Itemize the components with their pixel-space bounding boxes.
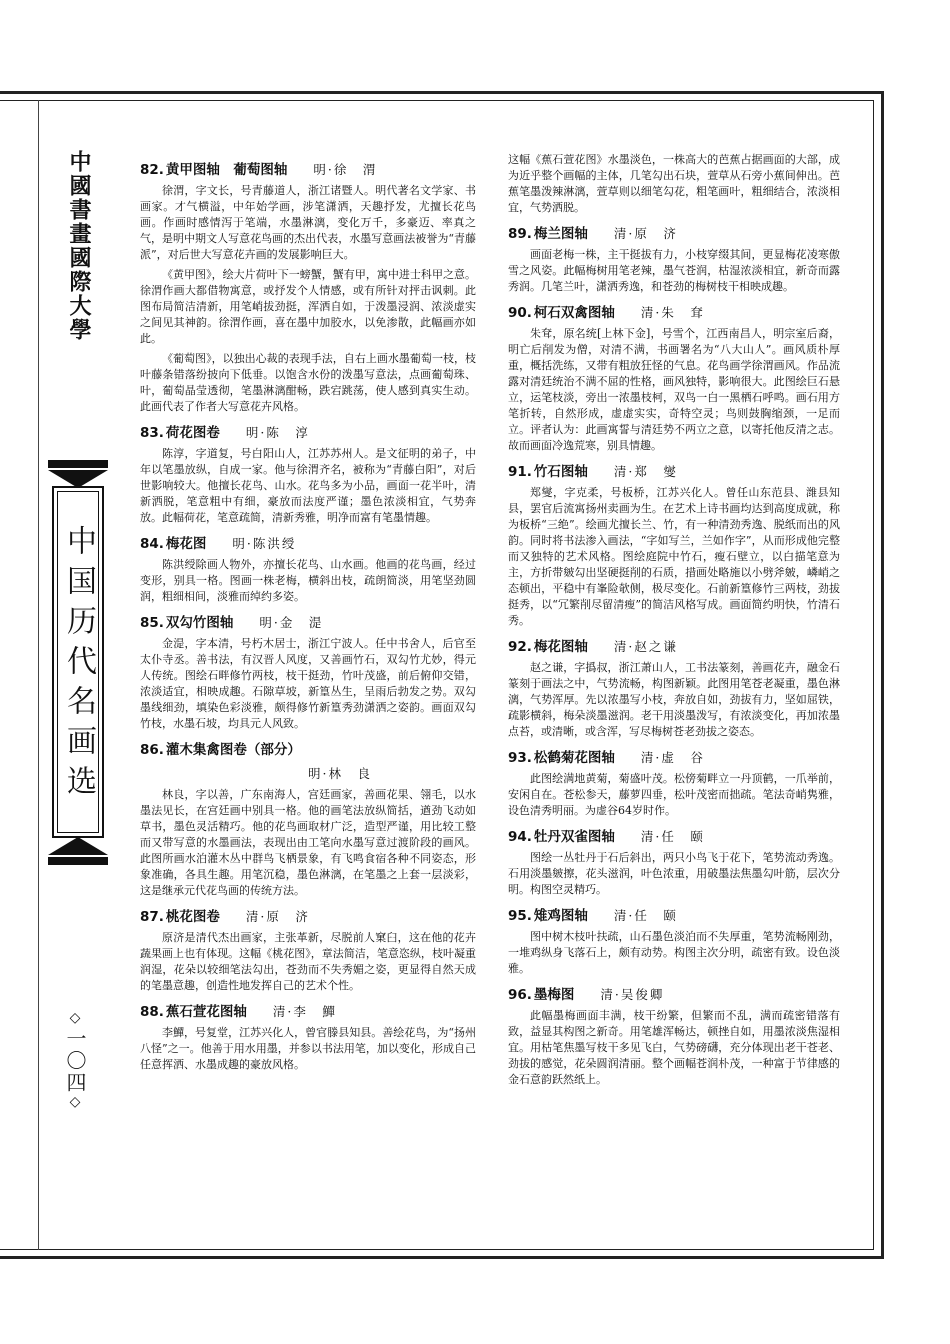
entry-author: 明·陈 淳 <box>245 425 310 440</box>
entry-title: 梅兰图轴 <box>533 226 588 242</box>
page-number-block <box>60 1010 90 1112</box>
left-margin-rule <box>38 100 39 1250</box>
diamond-icon: ◇ <box>67 1094 83 1112</box>
entry-author: 清·原 济 <box>245 909 310 924</box>
entry-heading <box>140 158 476 178</box>
entry-author: 清·任 颐 <box>640 829 705 844</box>
entry-paragraph: 林良，字以善，广东南海人，宫廷画家，善画花果、翎毛，以水墨法见长，在宫廷画中别具一格。他的画笔法放纵简括，遒劲飞动如草书，墨色灵活精巧。他的花鸟画取材广泛，造型严谨，用比较工整而又带写意的水墨画法，表现出由工笔向水墨写意过渡阶段的画风。此图所画水泊灌木丛中群鸟飞栖景象，有飞鸣食宿各种不同姿态，形象准确，各具生趣。用笔沉稳，墨色淋漓，在笔墨之上套一层淡彩，这是继承元代花鸟画的传统方法。 <box>140 788 476 897</box>
entry-author: 清·朱 耷 <box>640 305 705 320</box>
entry-paragraph: 陈洪绶除画人物外，亦擅长花鸟、山水画。他画的花鸟画，经过变形，别具一格。图画一株老梅，横斜出枝，疏朗简淡，用笔坚劲圆润，粗细相间，淡雅而绰约多姿。 <box>140 558 476 603</box>
entry-heading <box>508 825 840 845</box>
entry-title: 墨梅图 <box>533 987 575 1003</box>
entry-number: 89. <box>508 226 532 242</box>
entry-title: 双勾竹图轴 <box>165 615 234 631</box>
diamond-icon: ◇ <box>67 1010 83 1028</box>
entry-paragraph: 原济是清代杰出画家，主张革新，尽脱前人窠臼，这在他的花卉蔬果画上也有体现。这幅《桃花图》，章法简洁，笔意恣纵，枝叶凝重润湿，花朵以较细笔法勾出，苍劲而不失秀媚之姿，更显得自然天成的笔墨意趣，创造性地发挥自己的艺术个性。 <box>140 931 476 992</box>
entry-title: 灌木集禽图卷（部分） <box>165 742 301 758</box>
emblem-cap-top <box>48 460 108 468</box>
entry-author: 明·陈洪绶 <box>232 536 297 551</box>
entry-number: 86. <box>140 742 164 758</box>
entry-title: 梅花图 <box>165 536 207 552</box>
entry-number: 91. <box>508 464 532 480</box>
entry-paragraph: 徐渭，字文长，号青藤道人，浙江诸暨人。明代著名文学家、书画家。才气横溢，中年始学画，涉笔潇洒，天趣抒发，尤擅长花鸟画。作画时感情泻于笔端，水墨淋漓，变化万千，多豪迈、率真之气，是明中期文人写意花鸟画的杰出代表，水墨写意画法被誉为“青藤派”，对后世大写意花卉画的发展影响巨大。 <box>140 184 476 261</box>
entry-title: 桃花图卷 <box>165 909 220 925</box>
book-title: 中国历代名画选 <box>61 525 96 805</box>
entry-paragraph: 陈淳，字道复，号白阳山人，江苏苏州人。是文征明的弟子，中年以笔墨放纵，自成一家。他与徐渭齐名，被称为“青藤白阳”，对后世影响较大。他擅长花鸟、山水。花鸟多为小品，画面一花半叶，清新洒脱，笔意粗中有细，豪放而法度严谨；墨色浓淡相宜，气势奔放。此幅荷花，笔意疏简，清新秀雅，明净而富有笔墨情趣。 <box>140 447 476 524</box>
left-column <box>140 152 476 1077</box>
entry-heading <box>140 738 476 782</box>
book-title-emblem <box>48 460 108 865</box>
entry-heading <box>508 460 840 480</box>
entry-number: 93. <box>508 750 532 766</box>
entry-heading <box>140 1000 476 1020</box>
entry-heading <box>140 532 476 552</box>
entry-paragraph: 图绘一丛牡丹于石后斜出，两只小鸟飞于花下，笔势流动秀逸。石用淡墨皴擦，花头滋润，叶色浓重，用破墨法焦墨勾叶筋，层次分明。构图空灵精巧。 <box>508 851 840 896</box>
emblem-cap-bottom <box>48 857 108 865</box>
entry-heading <box>140 905 476 925</box>
entry-heading <box>140 611 476 631</box>
entry-number: 84. <box>140 536 164 552</box>
entry-author: 明·林 良 <box>308 766 372 781</box>
entry-paragraph: 金湜，字本清，号朽木居士，浙江宁波人。任中书舍人，后官至太仆寺丞。善书法，有汉晋人风度，又善画竹石，双勾竹尤妙，得元人传统。图绘石畔修竹两枝，枝干挺劲，竹叶茂盛，前后俯仰交错，浓淡适宜，相映成趣。石隙草坡，新篁丛生，呈雨后勃发之势。双勾墨线细劲，填染色彩淡雅，颇得修竹新篁秀劲潇洒之姿韵。画面双勾竹枝，水墨石坡，均具元人风致。 <box>140 637 476 730</box>
entry-paragraph: 画面老梅一株，主干挺拔有力，小枝穿缀其间，更显梅花凌寒傲雪之风姿。此幅梅树用笔老辣，墨气苍润，枯湿浓淡相宜，新奇而露秀润。几笔兰叶，潇洒秀逸，和苍劲的梅树枝干相映成趣。 <box>508 248 840 293</box>
entry-number: 85. <box>140 615 164 631</box>
entry-heading <box>508 222 840 242</box>
entry-title: 柯石双禽图轴 <box>533 305 615 321</box>
entry-author: 明·徐 渭 <box>313 162 378 177</box>
entry-author: 清·虚 谷 <box>640 750 705 765</box>
entry-number: 92. <box>508 639 532 655</box>
entry-author: 清·原 济 <box>613 226 678 241</box>
entry-paragraph: 图中树木枝叶扶疏，山石墨色淡泊而不失厚重，笔势流畅刚劲，一堆鸡纵身飞落石上，颇有动势。构图主次分明，疏密有致。设色淡雅。 <box>508 930 840 975</box>
entry-paragraph: 此幅墨梅画面丰满，枝干纷繁，但繁而不乱，满而疏密错落有致，益显其构图之新奇。用笔雄浑畅达，顿挫自如，用墨浓淡焦湿相宜。用枯笔焦墨写枝干多见飞白，气势磅礴，充分体现出老干苍老、劲拔的感觉，花朵圆润清丽。整个画幅苍润朴茂，一种富于节律感的金石意韵跃然纸上。 <box>508 1009 840 1086</box>
entry-paragraph: 李鱓，号复堂，江苏兴化人，曾官滕县知县。善绘花鸟，为“扬州八怪”之一。他善于用水用墨，并参以书法用笔，加以变化，形成自己任意挥洒、水墨成趣的豪放风格。 <box>140 1026 476 1071</box>
entry-title: 雉鸡图轴 <box>533 908 588 924</box>
entry-title: 梅花图轴 <box>533 639 588 655</box>
entry-number: 94. <box>508 829 532 845</box>
emblem-ornament-bottom <box>48 837 108 855</box>
entry-title: 竹石图轴 <box>533 464 588 480</box>
page-number: 一〇四 <box>63 1028 87 1094</box>
continued-paragraph: 这幅《蕉石萱花图》水墨淡色，一株高大的芭蕉占据画面的大部，成为近乎整个画幅的主体，几笔勾出石块，萱草从石旁小蕉间伸出。芭蕉笔墨泼辣淋漓，萱草则以细笔勾花，粗笔画叶，粗细结合，浓淡相宜，气势洒脱。 <box>508 153 840 214</box>
entry-number: 95. <box>508 908 532 924</box>
right-column <box>508 152 840 1092</box>
entry-paragraph: 郑燮，字克柔，号板桥，江苏兴化人。曾任山东范县、潍县知县，罢官后流寓扬州卖画为生。在艺术上诗书画均达到高度成就，称为板桥“三绝”。绘画尤擅长兰、竹，有一种清劲秀逸、脱纸而出的风韵。同时将书法渗入画法，“字如写兰，兰如作字”，从而形成他完整而又独特的艺术风格。图绘庭院中竹石，瘦石壁立，以白描笔意为主，方折带皴勾出坚硬挺削的石质，措画处略施以小劈斧皴，嶙峭之态顿出，平稳中有峯险欹侧，极尽变化。石前新篁修竹三两枝，劲拔挺秀，以“冗繁削尽留清瘦”的简洁风格写成。画面简约明快，竹清石秀。 <box>508 486 840 627</box>
entry-author: 清·吴俊卿 <box>600 987 665 1002</box>
entry-number: 88. <box>140 1004 164 1020</box>
entry-author: 清·郑 燮 <box>613 464 678 479</box>
entry-paragraph: 《黄甲图》，绘大片荷叶下一螃蟹，蟹有甲，寓中进士科甲之意。徐渭作画大都借物寓意，或抒发个人情感，或有所针对抨击讽刺。此图布局简洁清新，用笔峭拔劲挺，浑洒自如，于泼墨浸润、浓淡虚实之间见其神韵。徐渭作画，喜在墨中加胶水，以免渗散，此幅画亦如此。 <box>140 268 476 345</box>
entry-author: 清·赵之谦 <box>613 639 678 654</box>
entry-title: 牡丹双雀图轴 <box>533 829 615 845</box>
entry-number: 87. <box>140 909 164 925</box>
entry-author: 明·金 湜 <box>259 615 324 630</box>
entry-heading <box>508 904 840 924</box>
entry-number: 90. <box>508 305 532 321</box>
entry-author: 清·任 颐 <box>613 908 678 923</box>
entry-paragraph: 赵之谦，字撝叔，浙江萧山人，工书法篆刻，善画花卉，融金石篆刻于画法之中，气势流畅，构图新颖。此图用笔苍老凝重，墨色淋漓，气势浑厚。先以浓墨写小枝，奔放自如，劲拔有力，坚如屈铁，疏影横斜，梅朵淡墨滋润。老干用淡墨泼写，有浓淡变化，再加浓墨点苔，或清晰，或含浑，写尽梅树苍老劲拔之姿态。 <box>508 661 840 738</box>
entry-paragraph: 《葡萄图》，以独出心裁的表现手法，自右上画水墨葡萄一枝，枝叶藤条错落纷披向下低垂。以饱含水份的泼墨写意法，点画葡萄珠、叶，葡萄晶莹透彻，笔墨淋漓酣畅，跌宕跳荡，使人感到真实生动。此画代表了作者大写意花卉风格。 <box>140 352 476 413</box>
entry-heading <box>508 983 840 1003</box>
entry-number: 96. <box>508 987 532 1003</box>
entry-heading <box>508 301 840 321</box>
entry-paragraph: 朱耷，原名统[上林下金]，号雪个，江西南昌人，明宗室后裔，明亡后削发为僧，对清不满，书画署名为“八大山人”。画风质朴厚重，概括洗练，又带有粗放狂怪的气息。花鸟画学徐渭画风。作品流露对清廷统治不满不屈的性格，画风独特，影响很大。此图绘巨石悬立，运笔枝淡，旁出一浓墨枝柯，双鸟一白一黑栖石呼鸣。画石用方笔折转，自然形成，虚虚实实，奇特空灵；鸟则鼓胸缩颈，一足而立。评者认为：此画寓誓与清廷势不两立之意，以寄托他反清之志。故而画面冷逸荒寒，别具情趣。 <box>508 327 840 452</box>
entry-author: 清·李 鱓 <box>272 1004 337 1019</box>
entry-heading <box>140 421 476 441</box>
entry-title: 荷花图卷 <box>165 425 220 441</box>
university-name: 中國書畫國際大學 <box>66 150 92 342</box>
entry-paragraph: 此图绘满地黄菊，菊盛叶茂。松傍菊畔立一丹顶鹤，一爪举前，安闲自在。苍松参天，藤萝四垂，松叶茂密而拙疏。笔法奇峭隽雅，设色清秀明丽。为虚谷64岁时作。 <box>508 772 840 817</box>
entry-number: 82. <box>140 162 164 178</box>
entry-title: 松鹤菊花图轴 <box>533 750 615 766</box>
entry-title: 蕉石萱花图轴 <box>165 1004 247 1020</box>
entry-number: 83. <box>140 425 164 441</box>
entry-heading <box>508 635 840 655</box>
entry-title: 黄甲图轴 葡萄图轴 <box>165 162 288 178</box>
entry-heading <box>508 746 840 766</box>
